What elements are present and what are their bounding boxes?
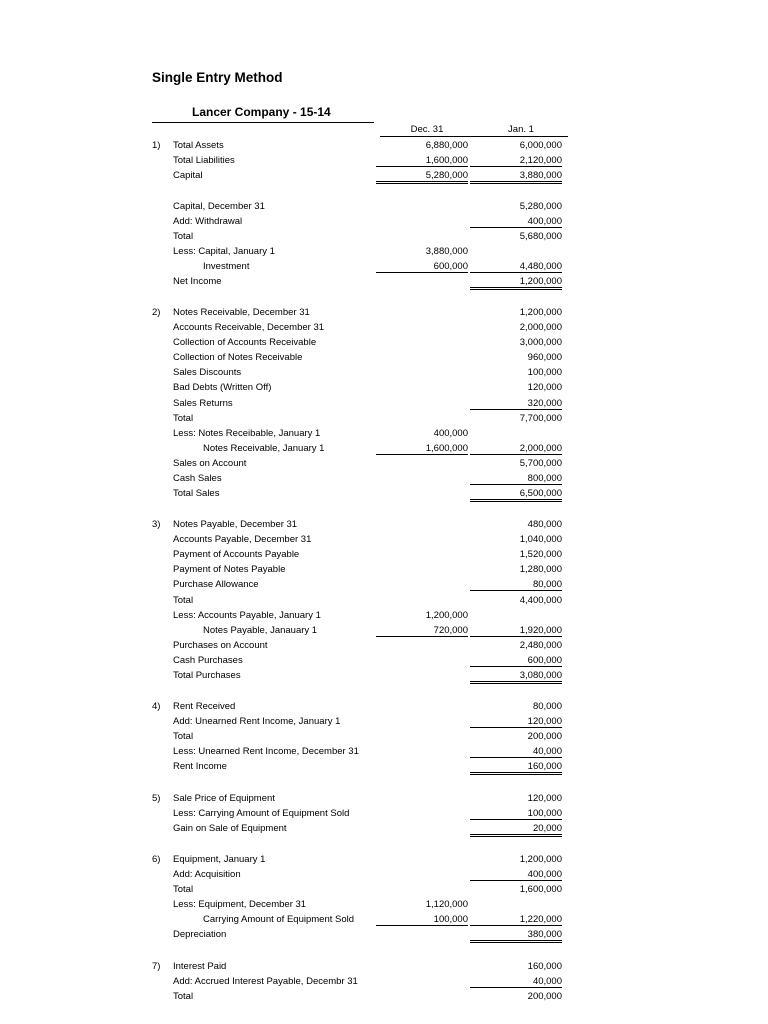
amount-jan1: 160,000 [470,760,562,775]
amount-jan1: 5,280,000 [519,201,562,212]
table-row [0,168,768,183]
row-label: Rent Income [173,761,227,772]
table-row [0,577,768,592]
amount-jan1: 1,200,000 [519,307,562,318]
table-row [0,959,768,974]
table-row [0,153,768,168]
row-label: Sales Returns [173,398,233,409]
table-row [0,699,768,714]
row-label: Depreciation [173,929,227,940]
item-number: 2) [152,307,161,318]
table-row [0,912,768,927]
amount-jan1: 2,000,000 [519,322,562,333]
row-label: Rent Received [173,701,236,712]
table-row [0,638,768,653]
table-row [0,791,768,806]
amount-jan1: 80,000 [532,701,562,712]
row-label: Payment of Notes Payable [173,564,286,575]
table-row [0,517,768,532]
table-row [0,882,768,897]
row-label: Notes Receivable, January 1 [203,443,325,454]
column-header-jan1-rule [474,136,568,137]
table-row [0,729,768,744]
amount-jan1: 320,000 [470,397,562,410]
amount-jan1: 1,220,000 [470,913,562,926]
row-label: Total Assets [173,140,224,151]
row-label: Add: Acquisition [173,869,241,880]
amount-dec31: 3,880,000 [425,246,468,257]
row-label: Capital, December 31 [173,201,265,212]
amount-dec31: 600,000 [376,260,468,273]
item-number: 1) [152,140,161,151]
row-label: Total Sales [173,488,220,499]
amount-dec31: 720,000 [376,624,468,637]
amount-jan1: 960,000 [527,352,562,363]
row-label: Payment of Accounts Payable [173,549,300,560]
amount-jan1: 600,000 [470,654,562,667]
row-label: Notes Payable, Janauary 1 [203,625,318,636]
amount-jan1: 5,680,000 [519,231,562,242]
row-label: Total [173,413,194,424]
row-label: Investment [203,261,250,272]
amount-jan1: 40,000 [470,975,562,988]
amount-dec31: 1,120,000 [425,899,468,910]
item-number: 5) [152,793,161,804]
table-row [0,608,768,623]
amount-jan1: 4,480,000 [470,260,562,273]
table-row [0,532,768,547]
row-label: Equipment, January 1 [173,854,266,865]
amount-jan1: 100,000 [527,367,562,378]
table-row [0,867,768,882]
item-number: 6) [152,854,161,865]
table-row [0,350,768,365]
table-row [0,456,768,471]
table-row [0,411,768,426]
row-label: Total Liabilities [173,155,235,166]
table-row [0,229,768,244]
amount-jan1: 6,500,000 [470,487,562,502]
column-header-jan1: Jan. 1 [508,124,534,135]
row-label: Interest Paid [173,961,227,972]
amount-dec31: 1,600,000 [376,154,468,167]
amount-dec31: 1,600,000 [376,442,468,455]
table-row [0,623,768,638]
row-label: Less: Equipment, December 31 [173,899,307,910]
row-label: Collection of Notes Receivable [173,352,303,363]
amount-jan1: 120,000 [470,715,562,728]
row-label: Total [173,731,194,742]
amount-jan1: 20,000 [470,822,562,837]
row-label: Total Purchases [173,670,241,681]
amount-jan1: 4,400,000 [519,595,562,606]
table-row [0,806,768,821]
row-label: Less: Unearned Rent Income, December 31 [173,746,359,757]
row-label: Cash Purchases [173,655,243,666]
item-number: 7) [152,961,161,972]
amount-jan1: 1,200,000 [519,854,562,865]
column-header-dec31: Dec. 31 [410,124,444,135]
amount-jan1: 6,000,000 [519,140,562,151]
table-row [0,471,768,486]
table-row [0,396,768,411]
amount-dec31: 6,880,000 [425,140,468,151]
table-row [0,214,768,229]
table-row [0,380,768,395]
amount-jan1: 1,920,000 [470,624,562,637]
amount-jan1: 1,520,000 [519,549,562,560]
amount-jan1: 5,700,000 [519,458,562,469]
row-label: Bad Debts (Written Off) [173,382,272,393]
amount-jan1: 3,880,000 [470,169,562,184]
table-row [0,593,768,608]
amount-jan1: 1,600,000 [519,884,562,895]
table-row [0,335,768,350]
row-label: Net Income [173,276,222,287]
table-row [0,897,768,912]
amount-jan1: 40,000 [470,745,562,758]
item-number: 3) [152,519,161,530]
amount-jan1: 120,000 [527,382,562,393]
table-row [0,138,768,153]
row-label: Add: Unearned Rent Income, January 1 [173,716,341,727]
amount-jan1: 120,000 [527,793,562,804]
table-row [0,259,768,274]
amount-jan1: 2,000,000 [470,442,562,455]
amount-jan1: 7,700,000 [519,413,562,424]
row-label: Accounts Payable, December 31 [173,534,312,545]
row-label: Carrying Amount of Equipment Sold [203,914,355,925]
row-label: Total [173,991,194,1002]
amount-jan1: 400,000 [470,868,562,881]
row-label: Gain on Sale of Equipment [173,823,287,834]
table-row [0,486,768,501]
table-row [0,744,768,759]
amount-jan1: 380,000 [470,928,562,943]
amount-jan1: 200,000 [527,991,562,1002]
table-row [0,274,768,289]
row-label: Accounts Receivable, December 31 [173,322,325,333]
row-label: Add: Accrued Interest Payable, Decembr 31 [173,976,358,987]
table-row [0,441,768,456]
item-number: 4) [152,701,161,712]
table-row [0,547,768,562]
amount-jan1: 3,080,000 [470,669,562,684]
row-label: Purchase Allowance [173,579,259,590]
row-label: Capital [173,170,203,181]
table-row [0,989,768,1004]
row-label: Notes Payable, December 31 [173,519,298,530]
row-label: Less: Notes Receibable, January 1 [173,428,321,439]
table-row [0,320,768,335]
row-label: Less: Accounts Payable, January 1 [173,610,321,621]
table-row [0,852,768,867]
row-label: Total [173,884,194,895]
table-row [0,562,768,577]
table-row [0,426,768,441]
amount-dec31: 400,000 [433,428,468,439]
row-label: Total [173,231,194,242]
amount-jan1: 200,000 [527,731,562,742]
table-row [0,927,768,942]
row-label: Less: Carrying Amount of Equipment Sold [173,808,350,819]
row-label: Sales on Account [173,458,247,469]
table-row [0,199,768,214]
company-underline [152,122,374,123]
amount-jan1: 1,280,000 [519,564,562,575]
amount-jan1: 400,000 [470,215,562,228]
amount-jan1: 160,000 [527,961,562,972]
table-row [0,974,768,989]
table-row [0,653,768,668]
amount-jan1: 800,000 [470,472,562,485]
amount-jan1: 100,000 [470,807,562,820]
row-label: Collection of Accounts Receivable [173,337,317,348]
amount-dec31: 1,200,000 [425,610,468,621]
amount-jan1: 1,040,000 [519,534,562,545]
table-row [0,305,768,320]
row-label: Sale Price of Equipment [173,793,275,804]
amount-dec31: 100,000 [376,913,468,926]
row-label: Add: Withdrawal [173,216,243,227]
row-label: Cash Sales [173,473,222,484]
row-label: Purchases on Account [173,640,268,651]
amount-jan1: 1,200,000 [470,275,562,290]
company-heading: Lancer Company - 15-14 [192,105,331,119]
row-label: Sales Discounts [173,367,242,378]
amount-jan1: 3,000,000 [519,337,562,348]
amount-jan1: 480,000 [527,519,562,530]
column-header-dec31-rule [380,136,474,137]
table-row [0,759,768,774]
amount-jan1: 2,120,000 [470,154,562,167]
table-row [0,668,768,683]
amount-jan1: 80,000 [470,578,562,591]
table-row [0,365,768,380]
amount-jan1: 2,480,000 [519,640,562,651]
amount-dec31: 5,280,000 [376,169,468,184]
row-label: Less: Capital, January 1 [173,246,275,257]
row-label: Notes Receivable, December 31 [173,307,310,318]
row-label: Total [173,595,194,606]
table-row [0,714,768,729]
table-row [0,821,768,836]
table-row [0,244,768,259]
page-title: Single Entry Method [152,70,283,85]
